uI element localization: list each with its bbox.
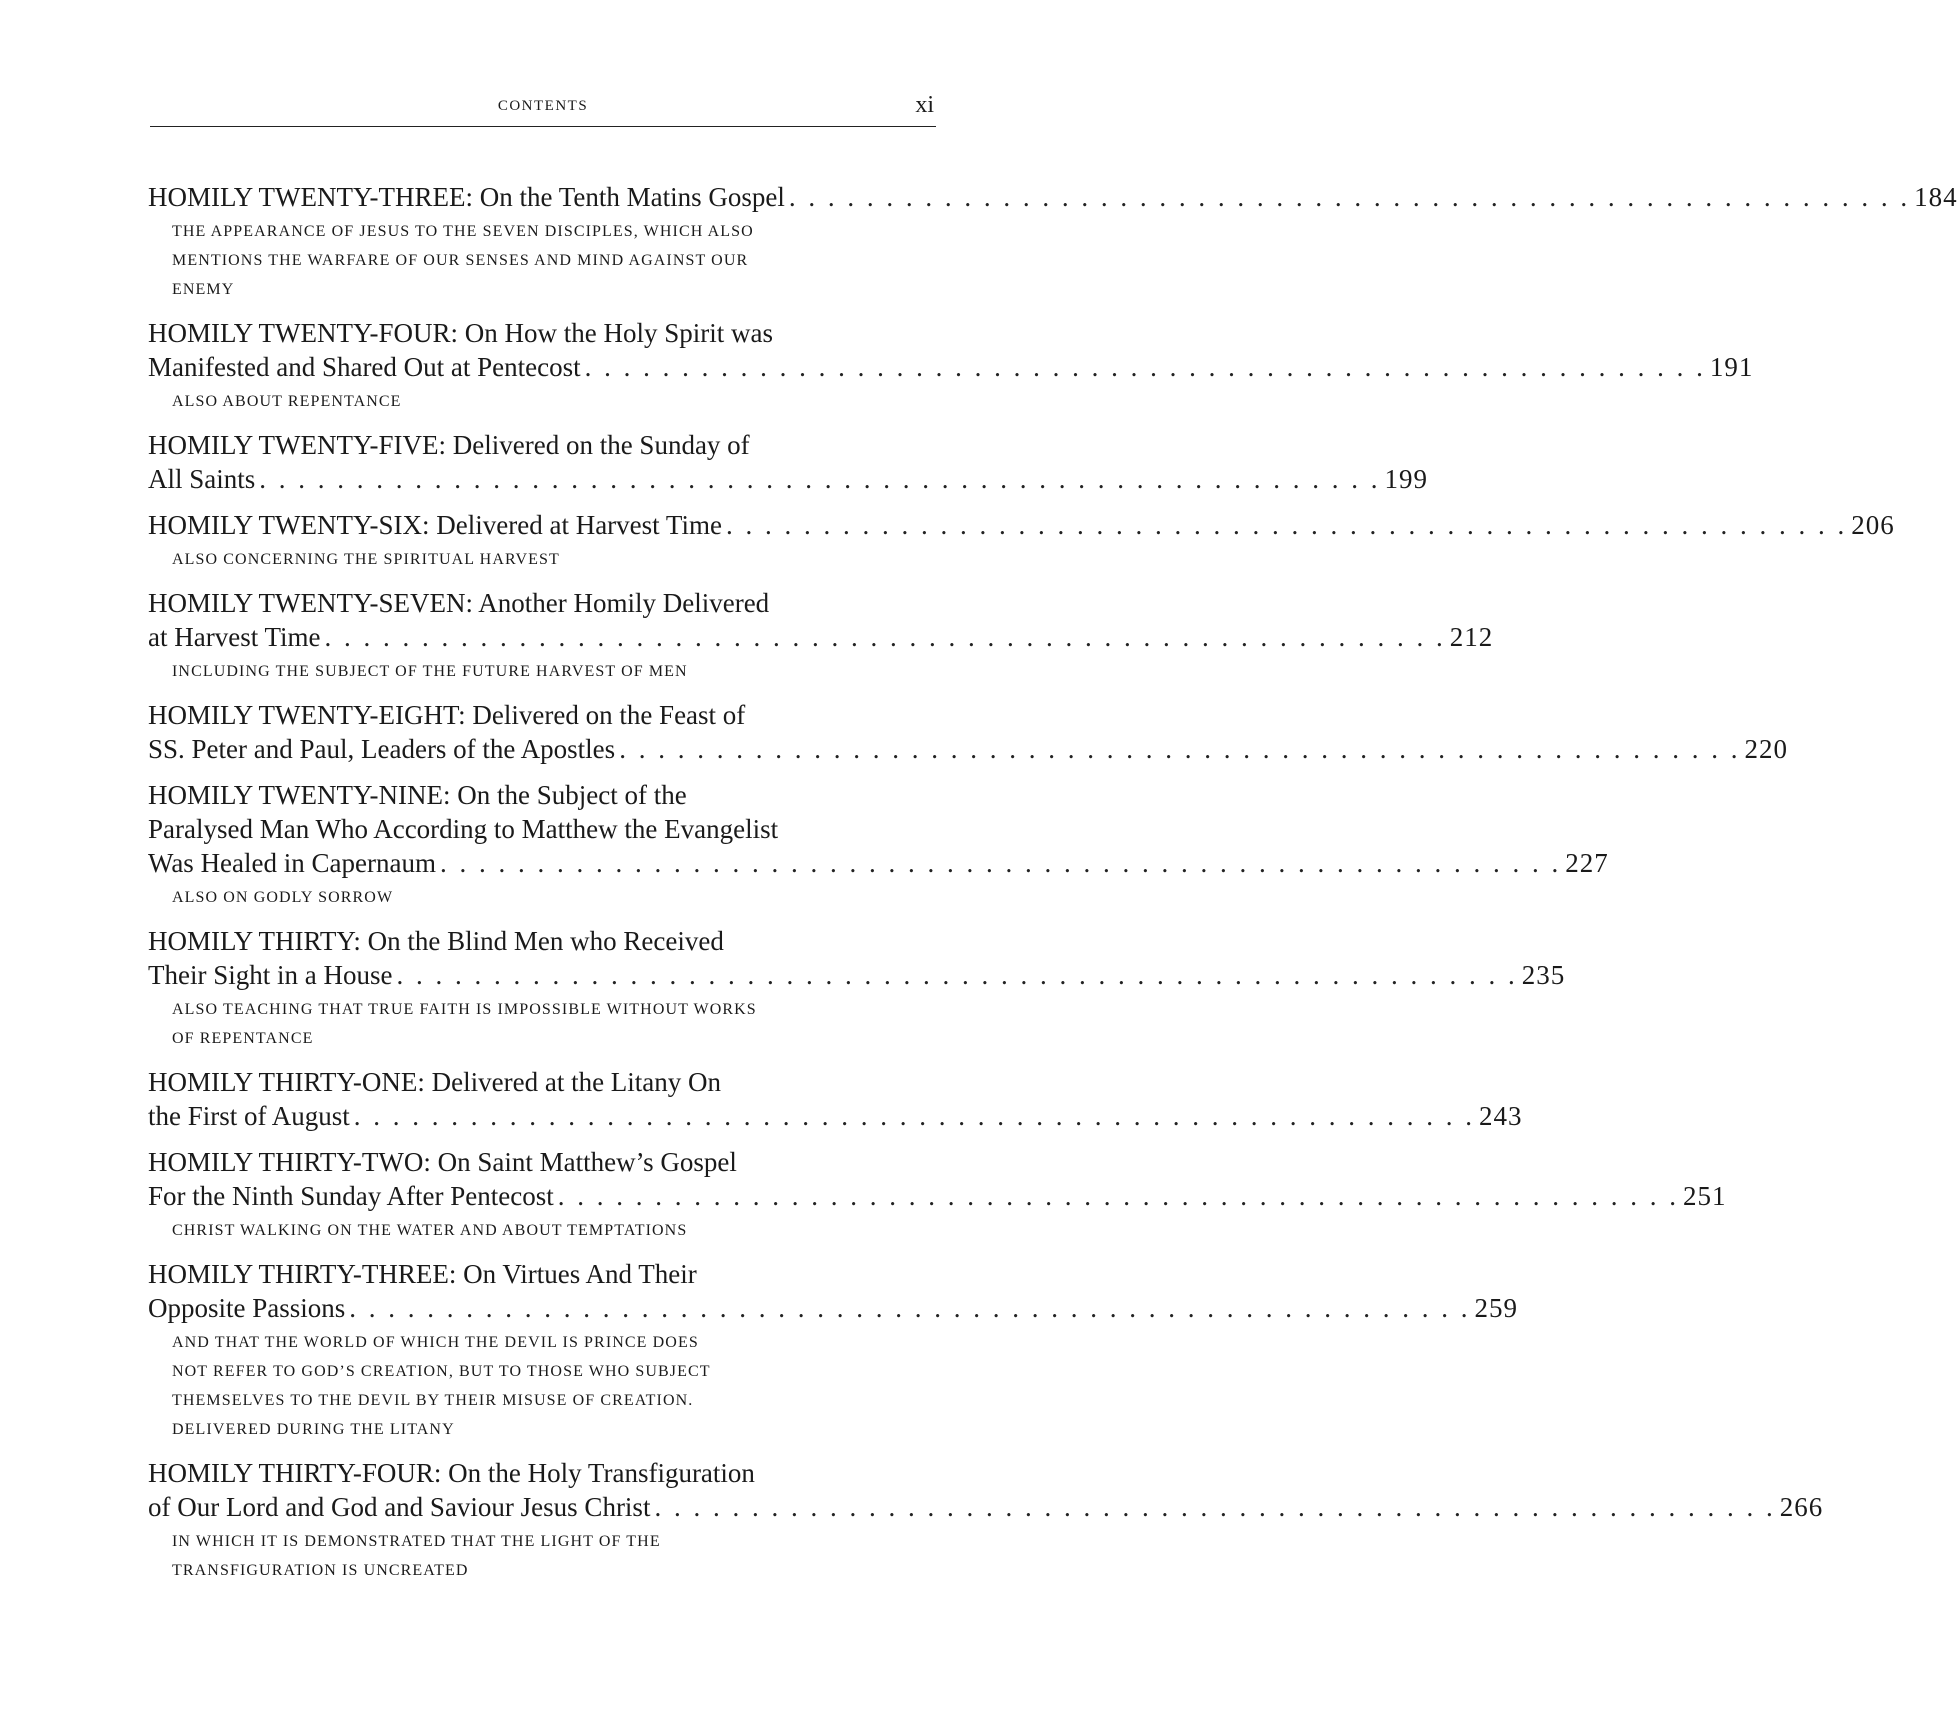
toc-description-line: ALSO ABOUT REPENTANCE — [172, 393, 402, 410]
toc-entry-heading — [148, 778, 1609, 880]
toc-heading-line: of Our Lord and God and Saviour Jesus Christ — [148, 1492, 651, 1522]
dot-leader: . . . . . . . . . . . . . . . . . . . . . . . . . . . . . . . . . . . . . . . . . . . . . . . . . . . . . . . . . . — [654, 1492, 1776, 1522]
toc-entry-description — [172, 387, 928, 416]
toc-description-line: CHRIST WALKING ON THE WATER AND ABOUT TEMPTATIONS — [172, 1222, 688, 1239]
toc-heading-last-line — [148, 732, 1788, 766]
toc-entry — [148, 1065, 1523, 1133]
toc-heading-line: at Harvest Time — [148, 622, 321, 652]
toc-heading-line: All Saints — [148, 464, 256, 494]
toc-heading-line: HOMILY THIRTY-THREE: On Virtues And Their — [148, 1259, 697, 1289]
dot-leader: . . . . . . . . . . . . . . . . . . . . . . . . . . . . . . . . . . . . . . . . . . . . . . . . . . . . . . . . . . — [584, 352, 1706, 382]
toc-entry — [148, 586, 1494, 686]
toc-entry-description — [172, 545, 928, 574]
toc-entry-heading — [148, 1257, 1519, 1325]
toc-description-line: MENTIONS THE WARFARE OF OUR SENSES AND MIND AGAINST OUR — [172, 252, 749, 269]
toc-description-line: NOT REFER TO GOD’S CREATION, BUT TO THOSE WHO SUBJECT — [172, 1363, 711, 1380]
toc-heading-line: HOMILY TWENTY-FIVE: Delivered on the Sunday of — [148, 430, 750, 460]
toc-heading-line: HOMILY TWENTY-EIGHT: Delivered on the Feast of — [148, 700, 746, 730]
toc-page-number: 184 — [1914, 182, 1958, 212]
toc-heading-last-line — [148, 1291, 1519, 1325]
toc-entry — [148, 1145, 1727, 1245]
toc-description-line: ALSO ON GODLY SORROW — [172, 889, 394, 906]
toc-entry-heading — [148, 698, 1788, 766]
toc-heading-last-line — [148, 846, 1609, 880]
toc-page-number: 227 — [1565, 848, 1609, 878]
toc-heading-last-line — [148, 180, 1958, 214]
dot-leader: . . . . . . . . . . . . . . . . . . . . . . . . . . . . . . . . . . . . . . . . . . . . . . . . . . . . . . . . . . — [619, 734, 1741, 764]
toc-entry — [148, 1257, 1519, 1444]
dot-leader: . . . . . . . . . . . . . . . . . . . . . . . . . . . . . . . . . . . . . . . . . . . . . . . . . . . . . . . . . . — [353, 1101, 1476, 1131]
dot-leader: . . . . . . . . . . . . . . . . . . . . . . . . . . . . . . . . . . . . . . . . . . . . . . . . . . . . . . . . . . — [725, 510, 1848, 540]
toc-heading-line: For the Ninth Sunday After Pentecost — [148, 1181, 554, 1211]
toc-page-number: 243 — [1479, 1101, 1523, 1131]
toc-entry-description — [172, 995, 928, 1053]
toc-heading-line: HOMILY TWENTY-SEVEN: Another Homily Delivered — [148, 588, 770, 618]
toc-heading-line: HOMILY THIRTY-ONE: Delivered at the Litany On — [148, 1067, 722, 1097]
toc-entry-heading — [148, 586, 1494, 654]
toc-page-number: 266 — [1779, 1492, 1824, 1522]
toc-page-number: 220 — [1744, 734, 1788, 764]
dot-leader: . . . . . . . . . . . . . . . . . . . . . . . . . . . . . . . . . . . . . . . . . . . . . . . . . . . . . . . . . . — [396, 960, 1518, 990]
toc-description-line: AND THAT THE WORLD OF WHICH THE DEVIL IS PRINCE DOES — [172, 1334, 699, 1351]
toc-heading-last-line — [148, 1490, 1824, 1524]
toc-entry-heading — [148, 1456, 1824, 1524]
toc-heading-last-line — [148, 620, 1494, 654]
toc-entry — [148, 508, 1895, 574]
toc-heading-last-line — [148, 508, 1895, 542]
toc-page-number: 199 — [1384, 464, 1429, 494]
toc-heading-line: Their Sight in a House — [148, 960, 393, 990]
toc-heading-line: HOMILY TWENTY-THREE: On the Tenth Matins Gospel — [148, 182, 785, 212]
toc-entry-heading — [148, 924, 1566, 992]
dot-leader: . . . . . . . . . . . . . . . . . . . . . . . . . . . . . . . . . . . . . . . . . . . . . . . . . . . . . . . . . . — [557, 1181, 1679, 1211]
toc-heading-line: HOMILY TWENTY-FOUR: On How the Holy Spirit was — [148, 318, 774, 348]
toc-heading-line: SS. Peter and Paul, Leaders of the Apostles — [148, 734, 616, 764]
toc-description-line: OF REPENTANCE — [172, 1030, 314, 1047]
dot-leader: . . . . . . . . . . . . . . . . . . . . . . . . . . . . . . . . . . . . . . . . . . . . . . . . . . . . . . . . . . — [349, 1293, 1471, 1323]
toc-entry-description — [172, 217, 928, 304]
toc-description-line: THEMSELVES TO THE DEVIL BY THEIR MISUSE OF CREATION. — [172, 1392, 694, 1409]
running-head — [150, 92, 936, 127]
toc-description-line: TRANSFIGURATION IS UNCREATED — [172, 1562, 469, 1579]
toc-heading-last-line — [148, 350, 1754, 384]
toc-heading-last-line — [148, 1099, 1523, 1133]
toc-entry-heading — [148, 1145, 1727, 1213]
running-head-page-number: xi — [915, 92, 934, 118]
running-head-title: CONTENTS — [497, 98, 589, 114]
toc-page-number: 235 — [1521, 960, 1566, 990]
toc-page-number: 191 — [1709, 352, 1754, 382]
toc-description-line: ALSO CONCERNING THE SPIRITUAL HARVEST — [172, 551, 560, 568]
toc-entry-description — [172, 883, 928, 912]
toc-heading-line: Paralysed Man Who According to Matthew the Evangelist — [148, 814, 779, 844]
toc-heading-line: Opposite Passions — [148, 1293, 346, 1323]
toc-description-line: DELIVERED DURING THE LITANY — [172, 1421, 455, 1438]
toc-description-line: INCLUDING THE SUBJECT OF THE FUTURE HARVEST OF MEN — [172, 663, 688, 680]
dot-leader: . . . . . . . . . . . . . . . . . . . . . . . . . . . . . . . . . . . . . . . . . . . . . . . . . . . . . . . . . . — [788, 182, 1911, 212]
toc-entry-description — [172, 1216, 928, 1245]
toc-entry-heading — [148, 316, 1754, 384]
table-of-contents — [148, 180, 1958, 1597]
toc-entry-heading — [148, 1065, 1523, 1133]
toc-description-line: THE APPEARANCE OF JESUS TO THE SEVEN DISCIPLES, WHICH ALSO — [172, 223, 754, 240]
toc-entry — [148, 778, 1609, 912]
toc-heading-line: HOMILY TWENTY-SIX: Delivered at Harvest Time — [148, 510, 722, 540]
toc-description-line: IN WHICH IT IS DEMONSTRATED THAT THE LIGHT OF THE — [172, 1533, 661, 1550]
toc-heading-line: Manifested and Shared Out at Pentecost — [148, 352, 581, 382]
dot-leader: . . . . . . . . . . . . . . . . . . . . . . . . . . . . . . . . . . . . . . . . . . . . . . . . . . . . . . . . . . — [324, 622, 1446, 652]
toc-heading-last-line — [148, 958, 1566, 992]
toc-heading-line: HOMILY THIRTY-FOUR: On the Holy Transfiguration — [148, 1458, 755, 1488]
toc-entry-description — [172, 1328, 928, 1444]
dot-leader: . . . . . . . . . . . . . . . . . . . . . . . . . . . . . . . . . . . . . . . . . . . . . . . . . . . . . . . . . . — [259, 464, 1381, 494]
toc-heading-last-line — [148, 1179, 1727, 1213]
toc-heading-line: Was Healed in Capernaum — [148, 848, 436, 878]
toc-entry — [148, 428, 1429, 496]
toc-heading-line: HOMILY TWENTY-NINE: On the Subject of the — [148, 780, 687, 810]
toc-description-line: ENEMY — [172, 281, 235, 298]
toc-page-number: 259 — [1474, 1293, 1519, 1323]
toc-entry — [148, 180, 1958, 304]
toc-entry-description — [172, 657, 928, 686]
dot-leader: . . . . . . . . . . . . . . . . . . . . . . . . . . . . . . . . . . . . . . . . . . . . . . . . . . . . . . . . . . — [439, 848, 1562, 878]
toc-page-number: 251 — [1682, 1181, 1727, 1211]
toc-entry — [148, 924, 1566, 1053]
toc-entry-description — [172, 1527, 928, 1585]
toc-page-number: 206 — [1851, 510, 1895, 540]
toc-heading-line: the First of August — [148, 1101, 350, 1131]
toc-entry — [148, 316, 1754, 416]
toc-entry — [148, 1456, 1824, 1585]
toc-heading-line: HOMILY THIRTY-TWO: On Saint Matthew’s Gospel — [148, 1147, 737, 1177]
toc-heading-last-line — [148, 462, 1429, 496]
toc-heading-line: HOMILY THIRTY: On the Blind Men who Received — [148, 926, 724, 956]
toc-entry-heading — [148, 180, 1958, 214]
toc-entry — [148, 698, 1788, 766]
toc-description-line: ALSO TEACHING THAT TRUE FAITH IS IMPOSSIBLE WITHOUT WORKS — [172, 1001, 757, 1018]
toc-entry-heading — [148, 428, 1429, 496]
toc-entry-heading — [148, 508, 1895, 542]
toc-page-number: 212 — [1449, 622, 1494, 652]
